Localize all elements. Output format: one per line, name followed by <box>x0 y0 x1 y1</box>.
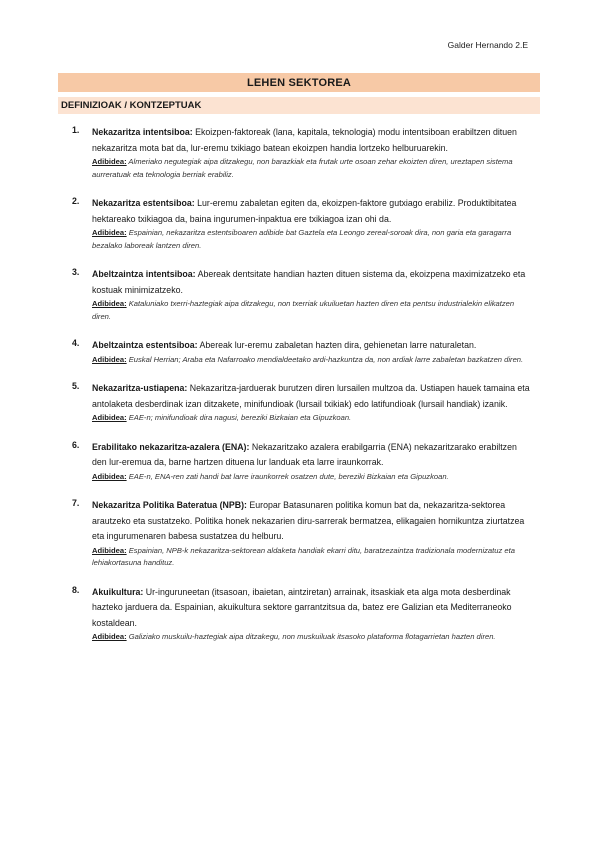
author-name: Galder Hernando 2.E <box>447 40 528 50</box>
definition-item <box>72 338 532 366</box>
item-definition: Ur-inguruneetan (itsasoan, ibaietan, aintziretan) arrainak, itsaskiak eta alga mota desberdinak hazteko jarduera da. Espainian, akuikultura sektore garrantzitsua da, batez ere Galizian eta Mediterraneoko kostaldean. <box>92 586 512 628</box>
item-definition: Nekazaritzako azalera erabilgarria (ENA) nekazaritzarako erabiltzen den lur-eremua da, barne hartzen dituena lur landuak eta larre iraunkorrak. <box>92 441 517 467</box>
item-example <box>92 412 532 425</box>
item-definition: Abereak dentsitate handian hazten dituen sistema da, ekoizpena maximizatzeko eta kostuak minimizatzeko. <box>92 269 526 295</box>
section-subtitle: DEFINIZIOAK / KONTZEPTUAK <box>58 97 540 114</box>
item-term: Nekazaritza intentsiboa: <box>92 127 193 137</box>
example-text: EAE-n; minifundioak dira nagusi, bereziki Bizkaian eta Gipuzkoan. <box>126 413 352 422</box>
definition-item <box>72 267 532 323</box>
item-text <box>92 196 532 227</box>
item-definition: Abereak lur-eremu zabaletan hazten dira, gehienetan larre naturaletan. <box>197 340 477 350</box>
example-text: Espainian, nekazaritza estentsiboaren adibide bat Gaztela eta Leongo zereal-soroak dira, non garia eta garagarra bezalako laboreak lantzen diren. <box>92 228 512 250</box>
example-text: Kataluniako txerri-haztegiak aipa ditzakegu, non txerriak ukuiluetan hazten diren eta pentsu industrialekin elikatzen diren. <box>92 299 515 321</box>
item-example <box>92 156 532 181</box>
item-text <box>92 267 532 298</box>
item-text <box>92 498 532 545</box>
item-number: 7. <box>72 498 80 508</box>
item-example <box>92 545 532 570</box>
item-example <box>92 298 532 323</box>
item-term: Abeltzaintza intentsiboa: <box>92 269 196 279</box>
item-number: 2. <box>72 196 80 206</box>
definition-item <box>72 584 532 644</box>
item-term: Nekazaritza-ustiapena: <box>92 383 188 393</box>
item-term: Nekazaritza estentsiboa: <box>92 198 195 208</box>
example-label: Adibidea: <box>92 413 127 422</box>
example-label: Adibidea: <box>92 354 127 364</box>
item-example <box>92 631 532 644</box>
example-text: EAE-n, ENA-ren zati handi bat larre iraunkorrek osatzen dute, bereziki Bizkaian eta Gipuzkoan. <box>126 471 449 481</box>
item-term: Abeltzaintza estentsiboa: <box>92 340 198 350</box>
page-title: LEHEN SEKTOREA <box>58 73 540 92</box>
definition-list <box>72 125 532 659</box>
definition-item <box>72 439 532 484</box>
example-label: Adibidea: <box>92 471 127 481</box>
item-text <box>92 585 532 632</box>
item-example <box>92 471 532 484</box>
item-term: Akuikultura: <box>92 586 144 597</box>
example-label: Adibidea: <box>92 157 127 166</box>
example-text: Euskal Herrian; Araba eta Nafarroako mendialdeetako ardi-hazkuntza da, non ardiak larre zabaletan bazkatzen diren. <box>126 354 524 364</box>
example-text: Galiziako muskuilu-haztegiak aipa ditzakegu, non muskuiluak itsasoko plataforma flotagarrietan hazten diren. <box>126 632 496 641</box>
example-label: Adibidea: <box>92 228 127 237</box>
example-label: Adibidea: <box>92 545 127 555</box>
example-text: Espainian, NPB-k nekazaritza-sektorean aldaketa handiak ekarri ditu, baratzezaintza tradizionala modernizatuz eta lehiakortasuna handituz. <box>92 545 515 567</box>
item-definition: Europar Batasunaren politika komun bat da, nekazaritza-sektorea arautzeko eta sustatzeko. Politika honek nekazarien diru-sarrerak bermatzea, elikagaien hornikuntza ziurtatzea eta ingurumenaren babesa sustatzea du helburu. <box>92 500 525 541</box>
item-text <box>92 338 532 354</box>
example-label: Adibidea: <box>92 299 127 308</box>
definition-item <box>72 196 532 252</box>
item-text <box>92 125 532 156</box>
item-example <box>92 227 532 252</box>
item-text <box>92 440 532 471</box>
item-number: 5. <box>72 381 80 391</box>
item-number: 3. <box>72 267 80 277</box>
item-number: 8. <box>72 584 80 595</box>
item-number: 4. <box>72 338 80 348</box>
definition-item <box>72 125 532 181</box>
item-definition: Ekoizpen-faktoreak (lana, kapitala, teknologia) modu intentsiboan erabiltzen dituen nekazaritza mota bat da, lur-eremu txikiago batean ekoizpen handia lortzeko helburuarekin. <box>92 127 517 153</box>
item-number: 1. <box>72 125 80 135</box>
example-label: Adibidea: <box>92 632 127 641</box>
item-definition: Nekazaritza-jarduerak burutzen diren lursailen multzoa da. Ustiapen hauek tamaina eta antolaketa desberdinak izan ditzakete, minifundioak (lursail txikiak) edo latifundioak (lursail handiak) izanik. <box>92 383 530 409</box>
item-definition: Lur-eremu zabaletan egiten da, ekoizpen-faktore gutxiago erabiliz. Produktibitatea hektareako txikiagoa da, baina ingurumen-inpaktua ere txikiagoa izan ohi da. <box>92 198 517 224</box>
item-number: 6. <box>72 439 80 450</box>
item-term: Nekazaritza Politika Bateratua (NPB): <box>92 500 247 510</box>
item-example <box>92 354 532 367</box>
item-term: Erabilitako nekazaritza-azalera (ENA): <box>92 441 250 452</box>
item-text <box>92 381 532 412</box>
definition-item <box>72 498 532 570</box>
definition-item <box>72 381 532 425</box>
example-text: Almeriako negutegiak aipa ditzakegu, non barazkiak eta frutak urte osoan zehar ekoizten diren, ureztapen sistema aurreratuak eta teknologia berriak erabiliz. <box>92 157 513 179</box>
